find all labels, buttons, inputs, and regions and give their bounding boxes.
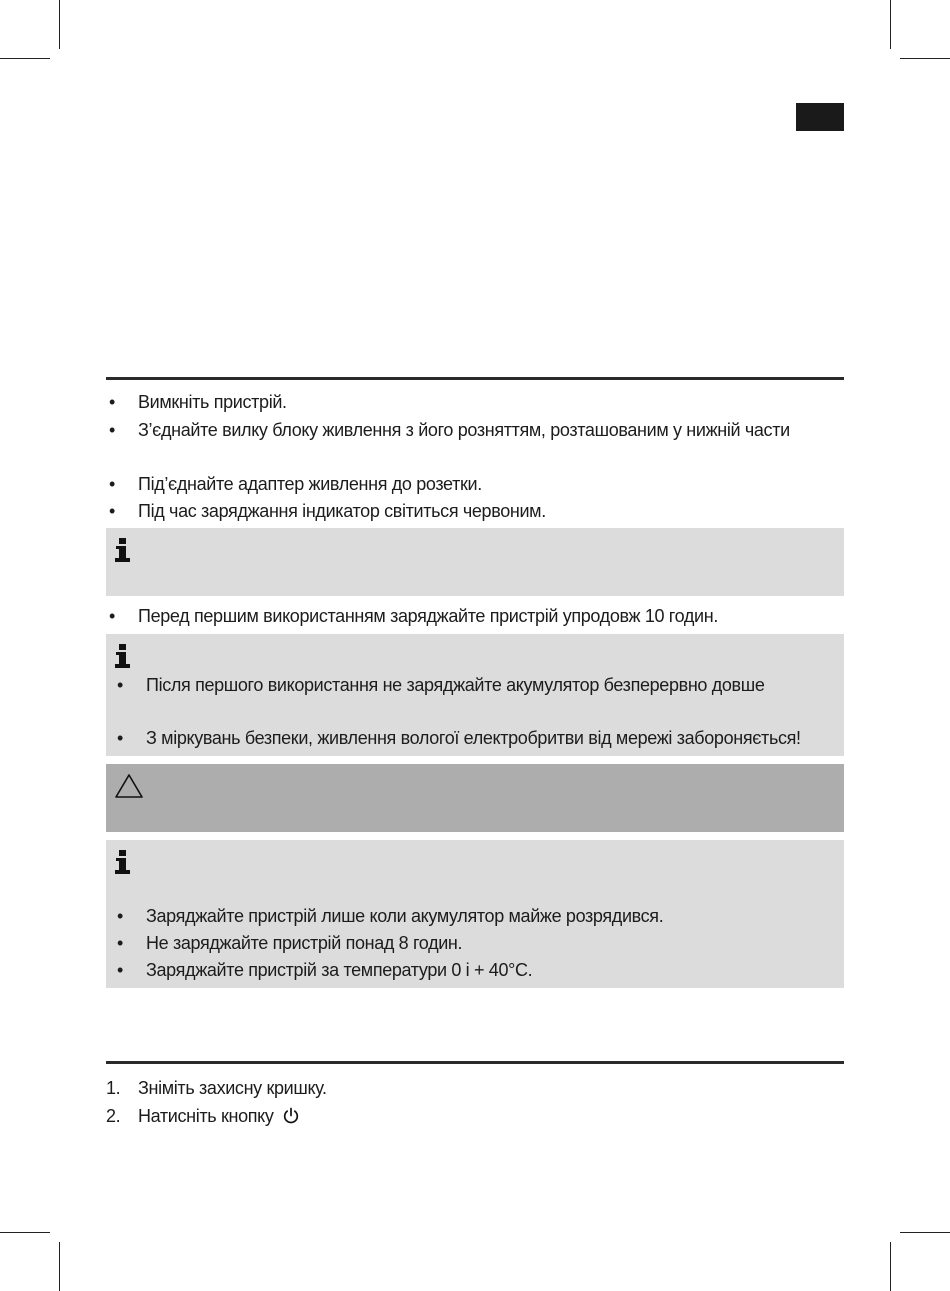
list-item <box>114 932 840 959</box>
list-item-text: З’єднайте вилку блоку живлення з його розняттям, розташованим у нижній части <box>138 420 790 440</box>
bullet: • <box>117 906 123 926</box>
section-divider <box>106 1061 844 1064</box>
list-item <box>106 391 844 419</box>
shaving-steps-list <box>106 1077 844 1133</box>
crop-mark <box>900 1232 950 1233</box>
list-item <box>114 959 840 986</box>
crop-mark <box>890 1242 891 1291</box>
bullet: • <box>109 392 115 412</box>
bullet: • <box>117 728 123 748</box>
info-note-box <box>106 634 844 756</box>
bullet: • <box>109 606 115 626</box>
bullet: • <box>117 675 123 695</box>
info-note-box <box>106 528 844 596</box>
list-item <box>106 1105 844 1133</box>
warning-triangle-icon <box>114 773 144 799</box>
crop-mark <box>59 0 60 49</box>
list-item <box>106 473 844 500</box>
list-item-text: Зніміть захисну кришку. <box>138 1078 327 1098</box>
section-divider <box>106 377 844 380</box>
list-item-text: Натисніть кнопку <box>138 1106 274 1126</box>
bullet: • <box>117 933 123 953</box>
list-item <box>106 500 844 527</box>
crop-mark <box>890 0 891 49</box>
power-icon <box>282 1107 300 1125</box>
bullet: • <box>109 474 115 494</box>
list-item-line <box>138 1105 300 1127</box>
list-item-text: Під’єднайте адаптер живлення до розетки. <box>138 474 482 494</box>
note-list <box>114 905 840 986</box>
list-item-text: Заряджайте пристрій за температури 0 і + 40°C. <box>146 960 533 980</box>
crop-mark <box>900 58 950 59</box>
list-item <box>106 605 844 632</box>
first-use-list <box>106 605 844 632</box>
crop-mark <box>0 58 50 59</box>
list-item-text: Вимкніть пристрій. <box>138 392 287 412</box>
list-item <box>106 1077 844 1105</box>
list-item-text: Не заряджайте пристрій понад 8 годин. <box>146 933 463 953</box>
info-icon <box>115 644 131 670</box>
bullet: • <box>109 420 115 440</box>
list-item <box>114 727 840 754</box>
language-tab <box>796 103 844 131</box>
charging-steps-list <box>106 391 844 527</box>
warning-box <box>106 764 844 832</box>
list-item <box>114 905 840 932</box>
list-item-text: Під час заряджання індикатор світиться червоним. <box>138 501 546 521</box>
list-item <box>106 419 844 473</box>
bullet: • <box>117 960 123 980</box>
list-item-text: З міркувань безпеки, живлення вологої електробритви від мережі забороняється! <box>146 728 801 748</box>
note-list <box>114 674 840 754</box>
crop-mark <box>0 1232 50 1233</box>
crop-mark <box>59 1242 60 1291</box>
info-note-box <box>106 840 844 988</box>
step-number: 1. <box>106 1078 121 1098</box>
list-item-text: Після першого використання не заряджайте акумулятор безперервно довше <box>146 675 765 695</box>
list-item <box>114 674 840 727</box>
list-item-text: Заряджайте пристрій лише коли акумулятор майже розрядився. <box>146 906 664 926</box>
list-item-text: Перед першим використанням заряджайте пристрій упродовж 10 годин. <box>138 606 718 626</box>
info-icon <box>115 850 131 876</box>
info-icon <box>115 538 131 564</box>
step-number: 2. <box>106 1106 121 1126</box>
bullet: • <box>109 501 115 521</box>
